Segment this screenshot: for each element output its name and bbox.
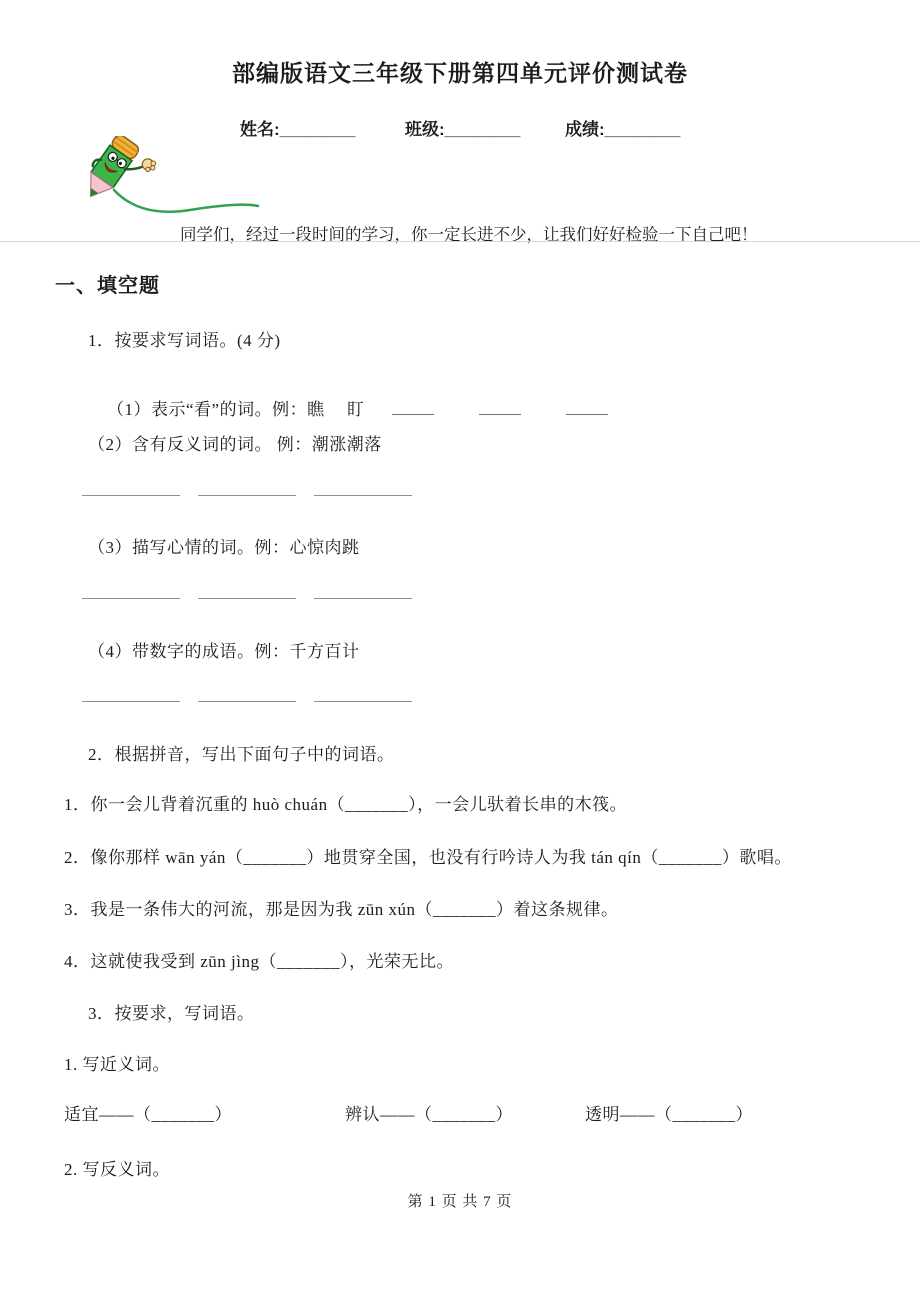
answer-blank [198, 584, 296, 599]
section-divider-line [0, 241, 920, 242]
name-field: 姓名:________ [240, 120, 356, 139]
q2-sentence-4: 4．这就使我受到 zūn jìng（_______），光荣无比。 [64, 952, 454, 971]
answer-blank [566, 400, 608, 415]
q1-sub1-text: （1）表示“看”的词。例：瞧 盯 [107, 400, 365, 419]
document-title: 部编版语文三年级下册第四单元评价测试卷 [232, 60, 688, 86]
q2-stem: 2．根据拼音，写出下面句子中的词语。 [88, 745, 395, 764]
q1-sub3: （3）描写心情的词。例：心惊肉跳 [88, 538, 360, 557]
q2-sentence-1: 1．你一会儿背着沉重的 huò chuán（_______），一会儿驮着长串的木筏。 [64, 795, 628, 814]
answer-blank [314, 481, 412, 496]
q2-sentence-3: 3．我是一条伟大的河流，那是因为我 zūn xún（_______）着这条规律。 [64, 900, 619, 919]
answer-blank [314, 584, 412, 599]
answer-blank [314, 687, 412, 702]
q3-synonym-item-2: 辨认——（_______） [345, 1105, 513, 1124]
class-field: 班级:________ [405, 120, 521, 139]
q2-sentence-2: 2．像你那样 wān yán（_______）地贯穿全国，也没有行吟诗人为我 tán qín（_______）歌唱。 [64, 848, 792, 867]
q1-sub3-answer-blanks [82, 584, 412, 599]
answer-blank [392, 400, 434, 415]
q3-synonym-item-1: 适宜——（_______） [64, 1105, 232, 1124]
score-field: 成绩:________ [565, 120, 681, 139]
intro-text: 同学们，经过一段时间的学习，你一定长进不少，让我们好好检验一下自己吧！ [180, 225, 758, 244]
q1-stem: 1．按要求写词语。(4 分) [88, 331, 281, 350]
answer-blank [198, 481, 296, 496]
answer-blank [82, 687, 180, 702]
answer-blank [479, 400, 521, 415]
section-heading: 一、填空题 [55, 275, 160, 297]
q3-stem: 3．按要求，写词语。 [88, 1004, 255, 1023]
page-number: 第 1 页 共 7 页 [407, 1194, 513, 1210]
q3-sub1: 1. 写近义词。 [64, 1055, 170, 1074]
answer-blank [198, 687, 296, 702]
swoosh-line [114, 190, 258, 212]
q3-synonym-item-3: 透明——（_______） [585, 1105, 753, 1124]
pencil-mascot-illustration [80, 136, 265, 225]
q1-sub2-answer-blanks [82, 481, 412, 496]
q1-sub4-answer-blanks [82, 687, 412, 702]
q1-sub2: （2）含有反义词的词。 例：潮涨潮落 [88, 435, 382, 454]
answer-blank [82, 481, 180, 496]
q3-sub2: 2. 写反义词。 [64, 1160, 170, 1179]
answer-blank [82, 584, 180, 599]
q1-sub4: （4）带数字的成语。例：千方百计 [88, 642, 360, 661]
